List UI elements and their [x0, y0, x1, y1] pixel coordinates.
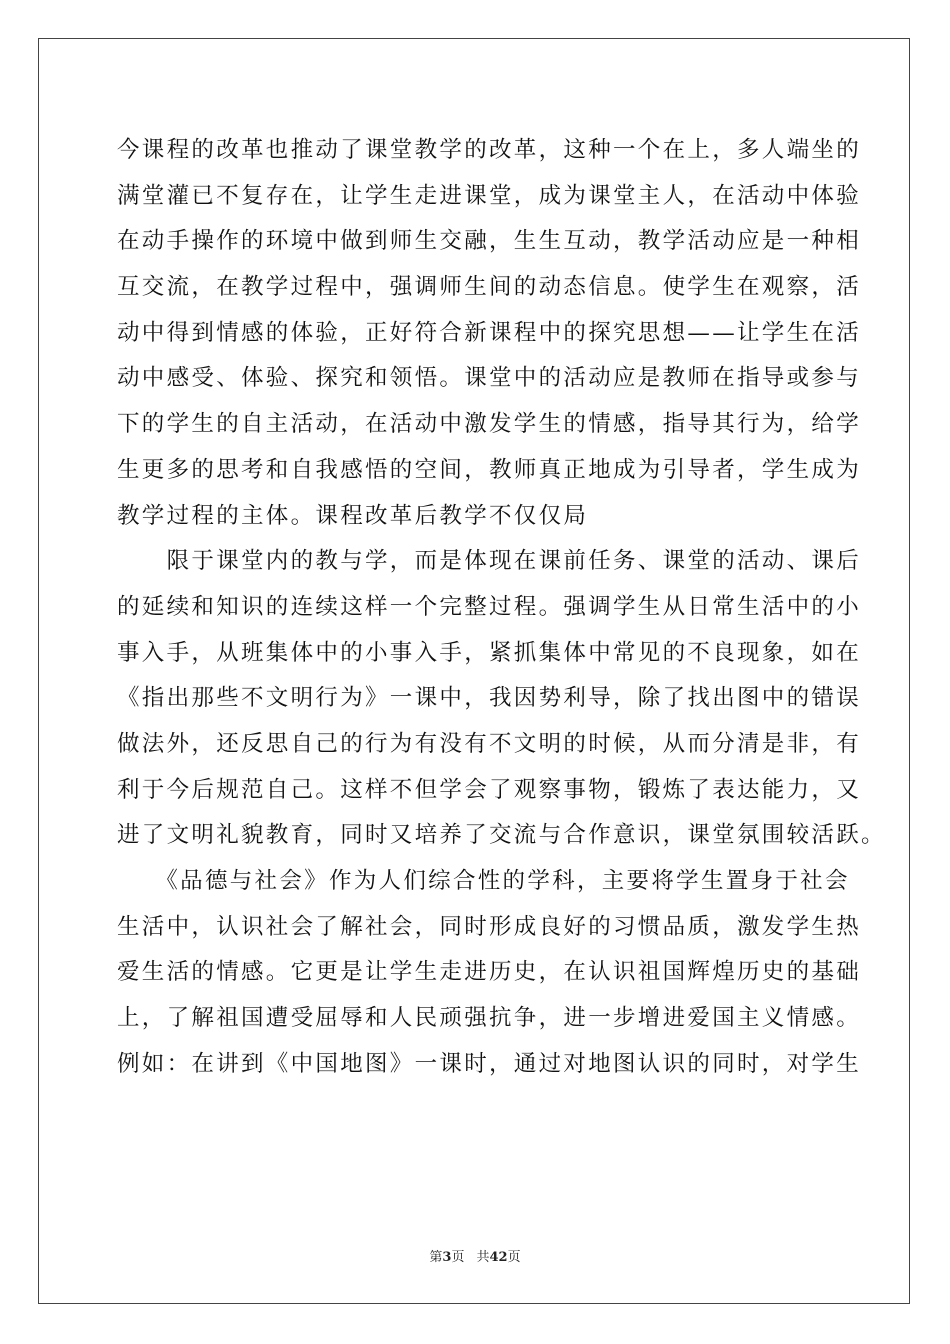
text-line: 满堂灌已不复存在，让学生走进课堂，成为课堂主人，在活动中体验 — [117, 182, 862, 209]
text-line: 利于今后规范自己。这样不但学会了观察事物，锻炼了表达能力，又 — [117, 776, 862, 803]
text-line: 做法外，还反思自己的行为有没有不文明的时候，从而分清是非，有 — [117, 730, 862, 757]
text-line: 事入手，从班集体中的小事入手，紧抓集体中常见的不良现象，如在 — [117, 639, 862, 666]
text-line: 上，了解祖国遭受屈辱和人民顽强抗争，进一步增进爱国主义情感。 — [117, 1005, 862, 1032]
footer-prefix: 第 — [429, 1250, 443, 1265]
text-line: 教学过程的主体。课程改革后教学不仅仅局 — [117, 502, 589, 529]
document-body — [117, 128, 886, 1087]
paragraph-start-line: 《品德与社会》作为人们综合性的学科，主要将学生置身于社会 — [117, 868, 850, 894]
text-line: 例如：在讲到《中国地图》一课时，通过对地图认识的同时，对学生 — [117, 1050, 862, 1077]
total-pages-number: 42 — [489, 1250, 508, 1265]
text-line: 在动手操作的环境中做到师生交融，生生互动，教学活动应是一种相 — [117, 228, 862, 255]
text-line: 动中感受、体验、探究和领悟。课堂中的活动应是教师在指导或参与 — [117, 365, 862, 392]
text-line: 动中得到情感的体验，正好符合新课程中的探究思想——让学生在活 — [117, 319, 862, 346]
text-line: 互交流，在教学过程中，强调师生间的动态信息。使学生在观察，活 — [117, 274, 862, 301]
page-footer — [0, 1246, 950, 1265]
footer-total-unit: 页 — [507, 1250, 521, 1265]
text-line: 进了文明礼貌教育，同时又培养了交流与合作意识，课堂氛围较活跃。 — [117, 822, 886, 849]
text-line: 下的学生的自主活动，在活动中激发学生的情感，指导其行为，给学 — [117, 411, 862, 438]
text-line: 爱生活的情感。它更是让学生走进历史，在认识祖国辉煌历史的基础 — [117, 959, 862, 986]
text-line: 《指出那些不文明行为》一课中，我因势利导，除了找出图中的错误 — [117, 685, 862, 712]
text-line: 生活中，认识社会了解社会，同时形成良好的习惯品质，激发学生热 — [117, 913, 862, 940]
paragraph-start-line: 限于课堂内的教与学，而是体现在课前任务、课堂的活动、课后 — [117, 548, 862, 575]
text-line: 生更多的思考和自我感悟的空间，教师真正地成为引导者，学生成为 — [117, 456, 862, 483]
text-line: 今课程的改革也推动了课堂教学的改革，这种一个在上，多人端坐的 — [117, 137, 862, 163]
text-line: 的延续和知识的连续这样一个完整过程。强调学生从日常生活中的小 — [117, 593, 862, 620]
footer-total-prefix: 共 — [476, 1250, 490, 1265]
footer-page-unit: 页 — [451, 1250, 465, 1265]
current-page-number: 3 — [442, 1250, 452, 1265]
